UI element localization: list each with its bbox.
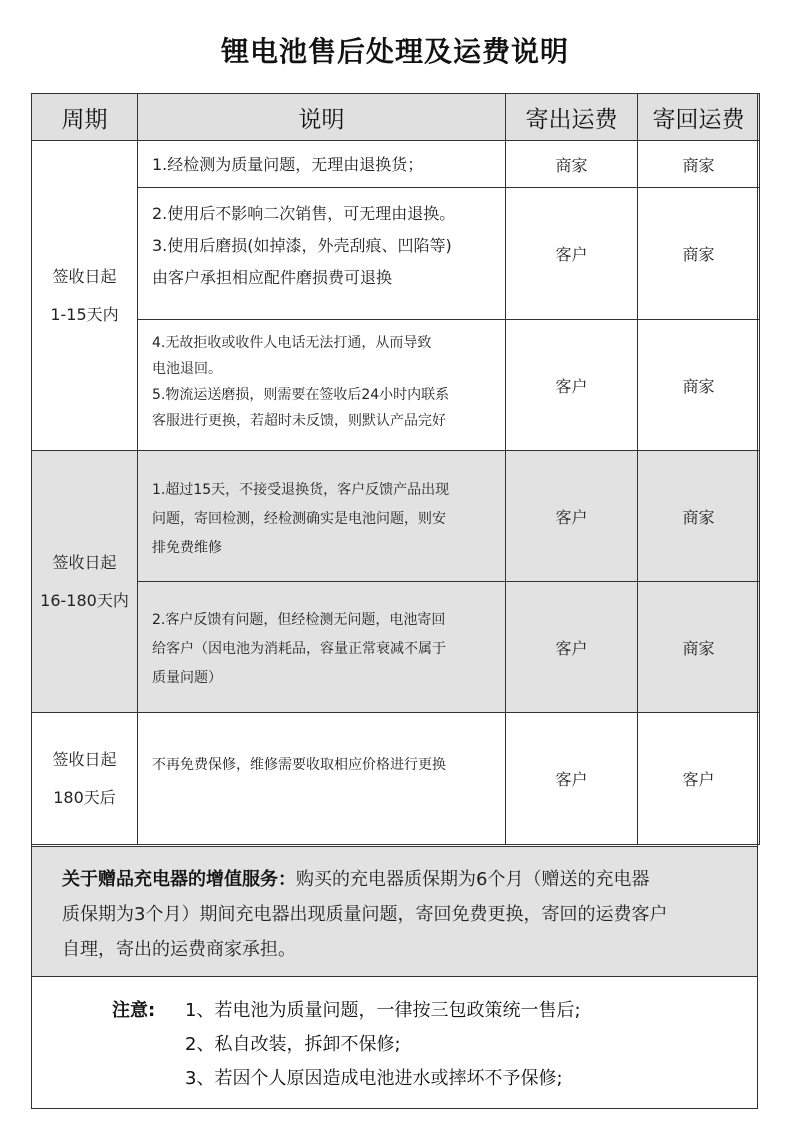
ship-out-cell: 客户 (506, 320, 638, 451)
desc-line: 3.使用后磨损(如掉漆，外壳刮痕、凹陷等) (152, 236, 452, 255)
period-line: 1-15天内 (50, 304, 119, 324)
desc-line: 2.客户反馈有问题，但经检测无问题，电池寄回 (152, 612, 446, 628)
desc-line: 由客户承担相应配件磨损费可退换 (152, 268, 393, 287)
period-line: 180天后 (53, 787, 116, 807)
ship-back-cell: 客户 (638, 713, 760, 845)
outer-frame (31, 93, 758, 1109)
desc-line: 5.物流运送磨损，则需要在签收后24小时内联系 (152, 387, 450, 403)
period-line: 签收日起 (52, 266, 117, 286)
ship-out-cell: 客户 (506, 713, 638, 845)
gift-heading: 关于赠品充电器的增值服务： (62, 869, 296, 890)
desc-line: 客服进行更换，若超时未反馈，则默认产品完好 (152, 413, 446, 429)
header-ship-out: 寄出运费 (506, 94, 638, 141)
period-line: 签收日起 (52, 749, 117, 769)
header-desc: 说明 (138, 94, 506, 141)
note-item: 3、若因个人原因造成电池进水或摔坏不予保修; (185, 1068, 563, 1089)
ship-back-cell: 商家 (638, 451, 760, 582)
desc-line: 1.经检测为质量问题，无理由退换货； (152, 155, 424, 174)
notes-label: 注意: (112, 1000, 156, 1021)
ship-back-cell: 商家 (638, 582, 760, 713)
ship-back-cell: 商家 (638, 320, 760, 451)
header-ship-back: 寄回运费 (638, 94, 760, 141)
desc-line: 不再免费保修，维修需要收取相应价格进行更换 (152, 757, 446, 773)
gift-line: 自理，寄出的运费商家承担。 (62, 939, 296, 960)
header-period: 周期 (32, 94, 138, 141)
ship-back-cell: 商家 (638, 188, 760, 320)
ship-out-cell: 客户 (506, 188, 638, 320)
desc-line: 1.超过15天，不接受退换货，客户反馈产品出现 (152, 482, 450, 498)
gift-line: 质保期为3个月）期间充电器出现质量问题，寄回免费更换，寄回的运费客户 (62, 904, 668, 925)
desc-line: 电池退回。 (152, 361, 222, 377)
ship-back-cell: 商家 (638, 141, 760, 188)
desc-line: 给客户（因电池为消耗品，容量正常衰减不属于 (152, 641, 446, 657)
desc-line: 排免费维修 (152, 540, 222, 556)
page-title: 锂电池售后处理及运费说明 (220, 35, 569, 68)
ship-out-cell: 客户 (506, 451, 638, 582)
desc-line: 问题，寄回检测，经检测确实是电池问题，则安 (152, 511, 446, 527)
period-line: 16-180天内 (40, 590, 129, 610)
note-item: 2、私自改装，拆卸不保修; (185, 1034, 401, 1055)
desc-line: 质量问题） (152, 670, 222, 686)
period-line: 签收日起 (52, 552, 117, 572)
note-item: 1、若电池为质量问题，一律按三包政策统一售后; (185, 1000, 581, 1021)
desc-line: 4.无故拒收或收件人电话无法打通，从而导致 (152, 335, 432, 351)
ship-out-cell: 客户 (506, 582, 638, 713)
ship-out-cell: 商家 (506, 141, 638, 188)
gift-line: 购买的充电器质保期为6个月（赠送的充电器 (296, 869, 650, 890)
desc-line: 2.使用后不影响二次销售，可无理由退换。 (152, 204, 456, 223)
